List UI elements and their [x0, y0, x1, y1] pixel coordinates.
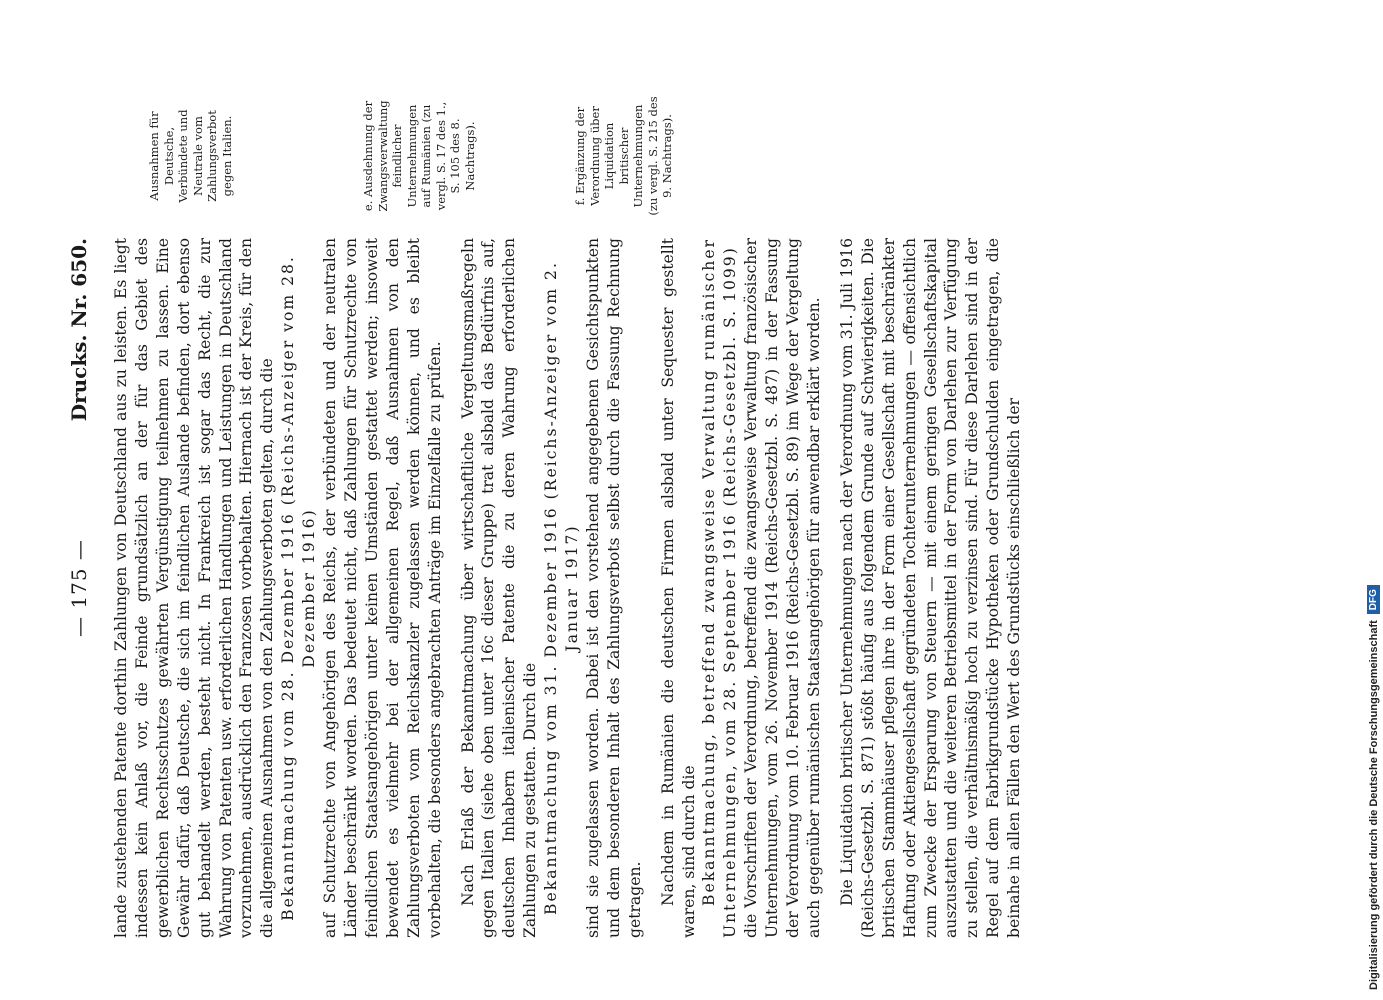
page-header: [61, 238, 111, 938]
cited-announcement: Bekanntmachung, betreffend zwangsweise Verwaltung rumänischer Unternehmungen, vom 28. September 1916 (Reichs-Gesetzbl. S. 1099): [700, 238, 740, 938]
paragraph: die Vorschriften der Verordnung, betreffend die zwangsweise Verwaltung französischer Unternehmungen, vom 26. November 1914 (Reichs-Gesetzbl. S. 487) in der Fassung der Verordnung vom 10. Februar 1916 (Reichs-Gesetzbl. S. 89) im Wege der Vergeltung auch gegenüber rumänischen Staatsangehörigen für anwendbar erklärt worden.: [742, 238, 823, 938]
main-text: [111, 238, 1025, 938]
paragraph: lande zustehenden Patente dorthin Zahlungen von Deutschland aus zu leisten. Es liegt indessen kein Anlaß vor, die Feinde grundsätzlich an der für das Gebiet des gewerblichen Rechtsschutzes gewährten Vergünstigung teilnehmen zu lassen. Eine Gewähr dafür, daß Deutsche, die sich im feindlichen Auslande befinden, dort ebenso gut behandelt werden, besteht nicht. In Frankreich ist sogar das Recht, die zur Wahrung von Patenten usw. erforderlichen Handlungen und Leistungen in Deutschland vorzunehmen, ausdrücklich den Franzosen vorbehalten. Hiernach ist der Kreis, für den die allgemeinen Ausnahmen von den Zahlungsverboten gelten, durch die: [112, 238, 277, 938]
cited-announcement: Bekanntmachung vom 31. Dezember 1916 (Reichs-Anzeiger vom 2. Januar 1917): [542, 261, 582, 915]
document-number: Drucks. Nr. 650.: [67, 238, 91, 422]
cited-announcement: Bekanntmachung vom 28. Dezember 1916 (Reichs-Anzeiger vom 28. Dezember 1916): [279, 255, 319, 921]
digitization-credit: [1367, 585, 1380, 990]
paragraph: sind sie zugelassen worden. Dabei ist den vorstehend angegebenen Gesichtspunkten und dem besonderen Inhalt des Zahlungsverbots selbst durch die Fassung Rechnung getragen.: [583, 238, 644, 938]
margin-note: Ausnahmen für Deutsche, Verbündete und Neutrale vom Zahlungsverbot gegen Italien.: [147, 109, 234, 203]
dfg-logo: DFG: [1367, 585, 1380, 614]
paragraph: Nach Erlaß der Bekanntmachung über wirtschaftliche Vergeltungsmaßregeln gegen Italien (siehe oben unter 16c dieser Gruppe) trat alsbald das Bedürfnis auf, deutschen Inhabern italienischer Patente die zu deren Wahrung erforderlichen Zahlungen zu gestatten. Durch die: [458, 238, 540, 938]
paragraph: Die Liquidation britischer Unternehmungen nach der Verordnung vom 31. Juli 1916 (Reichs-Gesetzbl. S. 871) stößt häufig aus folgendem Grunde auf Schwierigkeiten. Die britischen Stammhäuser pflegen ihre in der Form einer Gesellschaft mit beschränkter Haftung oder Aktiengesellschaft gegründeten Tochterunternehmungen — offensichtlich zum Zwecke der Ersparung von Steuern — mit einem geringen Gesellschaftskapital auszustatten und die weiteren Betriebsmittel in der Form von Darlehen zur Verfügung zu stellen, die verhältnismäßig hoch zu verzinsen sind. Für diese Darlehen sind in der Regel auf dem Fabrikgrundstücke Hypotheken oder Grundschulden eingetragen, die beinahe in allen Fällen den Wert des Grundstücks einschließlich der: [837, 238, 1024, 938]
document-page: [61, 96, 1221, 938]
margin-note: f. Ergänzung der Verordnung über Liquidation britischer Unternehmungen (zu vergl. S. 215 des 9. Nachtrags).: [573, 96, 674, 216]
paragraph: Nachdem in Rumänien die deutschen Firmen alsbald unter Sequester gestellt waren, sind durch die: [658, 238, 698, 938]
credit-text: Digitalisierung gefördert durch die Deutsche Forschungsgemeinschaft: [1367, 620, 1380, 990]
page-number: — 175 —: [67, 539, 91, 637]
margin-note: e. Ausdehnung der Zwangsverwaltung feindlicher Unternehmungen auf Rumänien (zu vergl. S. 17 des 1., S. 105 des 8. Nachtrags).: [361, 100, 477, 212]
paragraph: auf Schutzrechte von Angehörigen des Reichs, der verbündeten und der neutralen Länder beschränkt worden. Das bedeutet nicht, daß Zahlungen für Schutzrechte von feindlichen Staatsangehörigen unter keinen Umständen gestattet werden; insoweit bewendet es vielmehr bei der allgemeinen Regel, daß Ausnahmen von den Zahlungsverboten vom Reichskanzler zugelassen werden können, und es bleibt vorbehalten, die besonders angebrachten Anträge im Einzelfalle zu prüfen.: [321, 238, 444, 938]
